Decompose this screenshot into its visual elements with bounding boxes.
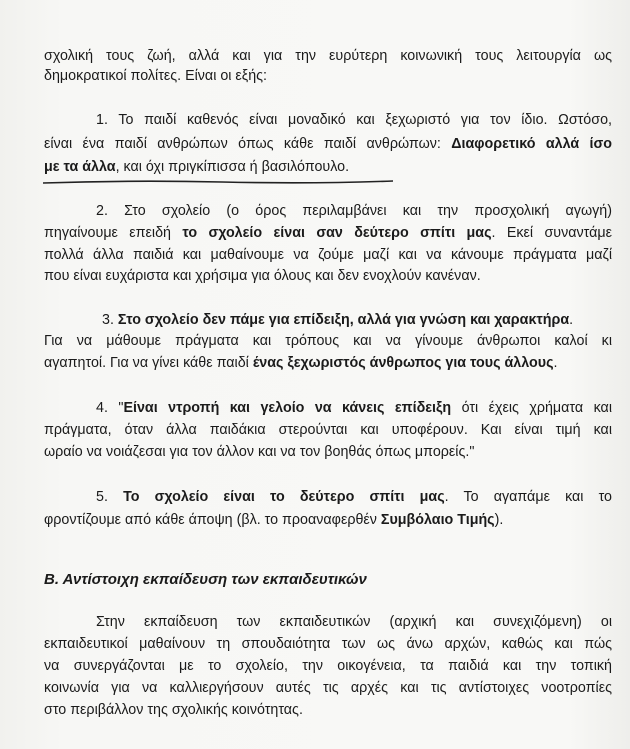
p5-number: 5.	[96, 489, 124, 505]
p1-text-end: , και όχι πριγκίπισσα ή βασιλόπουλο.	[115, 159, 350, 175]
p5-text-2: φροντίζουμε από κάθε άποψη (βλ. το προαναφερθέν	[44, 512, 381, 528]
p2-line-1: 2. Στο σχολείο (ο όρος περιλαμβάνει και την προσχολική αγωγή)	[96, 203, 612, 219]
p3-emphasis: Στο σχολείο δεν πάμε για επίδειξη, αλλά για γνώση και χαρακτήρα	[117, 312, 570, 328]
p1-line-2	[44, 134, 612, 154]
p4-text: ότι έχεις χρήματα και	[451, 400, 612, 416]
p2-text-end: . Εκεί συναντάμε	[491, 225, 612, 241]
p2-line-2	[44, 223, 612, 243]
intro-line-2: δημοκρατικοί πολίτες. Είναι οι εξής:	[44, 68, 268, 84]
p4-line-3: ωραίο να νοιάζεσαι για τον άλλον και να τον βοηθάς όπως μπορείς."	[44, 444, 475, 460]
p5-text: . Το αγαπάμε και το	[444, 489, 613, 505]
p2-text: πηγαίνουμε επειδή	[44, 225, 183, 241]
p1-text: είναι ένα παιδί ανθρώπων όπως κάθε παιδί ανθρώπων:	[44, 136, 452, 152]
section-b-line-5: στο περιβάλλον της σχολικής κοινότητας.	[44, 702, 303, 718]
p1-line-1: 1. Το παιδί καθενός είναι μοναδικό και ξεχωριστό για τον ίδιο. Ωστόσο,	[96, 112, 612, 128]
p4-emphasis: Είναι ντροπή και γελοίο να κάνεις επίδειξη	[123, 400, 452, 416]
section-b-line-3: να συνεργάζονται με το σχολείο, την οικογένεια, τα παιδιά και την τοπική	[44, 658, 612, 674]
p4-number: 4. "	[96, 400, 124, 416]
p1-emphasis: Διαφορετικό αλλά ίσο	[451, 136, 612, 152]
p1-emphasis-end: με τα άλλα	[44, 159, 116, 175]
intro-line-1: σχολική τους ζωή, αλλά και για την ευρύτερη κοινωνική τους λειτουργία ως	[44, 48, 612, 64]
p2-line-4: που είναι ευχάριστα και χρήσιμα για όλους και δεν ενοχλούν κανέναν.	[44, 268, 481, 284]
p2-emphasis: το σχολείο είναι σαν δεύτερο σπίτι μας	[182, 225, 492, 241]
section-b-heading: Β. Αντίστοιχη εκπαίδευση των εκπαιδευτικών	[44, 571, 367, 588]
p3-line-3	[44, 353, 558, 373]
p3-text: αγαπητοί. Για να γίνει κάθε παιδί	[44, 355, 253, 371]
p3-emphasis-2: ένας ξεχωριστός άνθρωπος για τους άλλους	[252, 355, 554, 371]
p3-line-2: Για να μάθουμε πράγματα και τρόπους και να γίνουμε άνθρωποι καλοί κι	[44, 333, 612, 349]
p4-line-1	[44, 398, 612, 418]
p5-emphasis: Το σχολείο είναι το δεύτερο σπίτι μας	[123, 489, 445, 505]
p5-emphasis-2: Συμβόλαιο Τιμής	[380, 512, 495, 528]
p3-number: 3.	[102, 312, 118, 328]
p2-line-3: πολλά άλλα παιδιά και μαθαίνουμε να ζούμε μαζί και να κάνουμε πράγματα μαζί	[44, 247, 612, 263]
section-b-line-4: κοινωνία για να καλλιεργήσουν αυτές τις αρχές και τις αντίστοιχες νοοτροπίες	[44, 680, 612, 696]
handwritten-underline	[42, 178, 394, 186]
section-b-line-2: εκπαιδευτικοί μαθαίνουν τη σπουδαιότητα των ως άνω αρχών, καθώς και πώς	[44, 636, 612, 652]
p3-line-1	[102, 310, 573, 330]
p3-period: .	[569, 312, 574, 328]
p4-line-2: πράγματα, όταν άλλα παιδάκια στερούνται και υποφέρουν. Και είναι τιμή και	[44, 422, 612, 438]
section-b-line-1: Στην εκπαίδευση των εκπαιδευτικών (αρχική και συνεχιζόμενη) οι	[96, 614, 612, 630]
p5-line-2	[44, 510, 503, 530]
p5-line-1	[44, 487, 612, 507]
p5-close: ).	[494, 512, 504, 528]
p3-period-2: .	[553, 355, 558, 371]
p1-line-3	[44, 157, 349, 177]
